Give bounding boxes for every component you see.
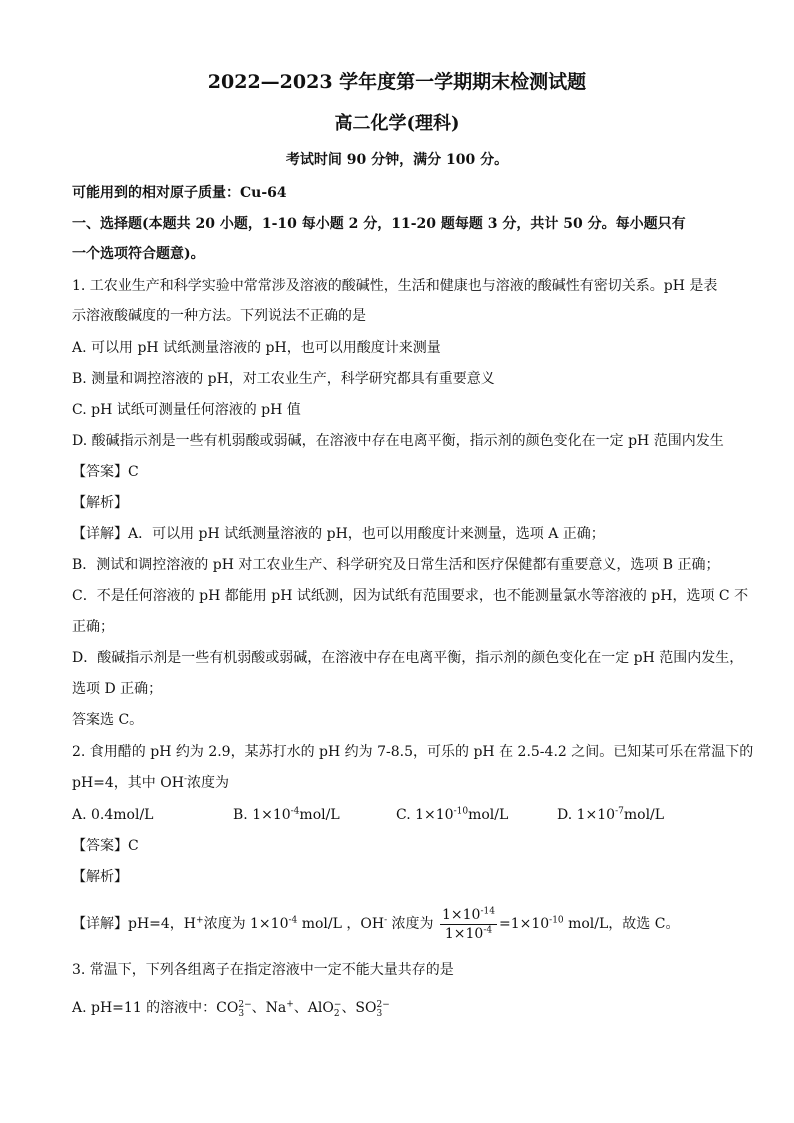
- q2-stem-line2: [72, 773, 229, 793]
- answer-value: C: [128, 838, 139, 854]
- q2-stem-text-end: 浓度为: [187, 775, 229, 791]
- q2-detail: [72, 903, 679, 945]
- q1-stem-line1: 1. 工农业生产和科学实验中常常涉及溶液的酸碱性，生活和健康也与溶液的酸碱性有密切关系。pH 是表: [72, 278, 718, 294]
- q3-stem: 3. 常温下，下列各组离子在指定溶液中一定不能大量共存的是: [72, 962, 454, 978]
- ion-so3-sub: 3: [376, 1009, 383, 1019]
- detail-text-2: 浓度为 1×10: [203, 916, 289, 932]
- q1-detail-d-line2: 选项 D 正确；: [72, 681, 163, 697]
- ion-alo2-sub: 2: [333, 1009, 340, 1019]
- q1-detail-c-line2: 正确；: [72, 619, 114, 635]
- opt-d-unit: mol/L: [623, 807, 665, 823]
- section-instructions-line1: 一、选择题(本题共 20 小题，1-10 每小题 2 分，11-20 题每题 3 分，共计 50 分。每小题只有: [72, 216, 686, 232]
- detail-text: A．可以用 pH 试纸测量溶液的 pH，也可以用酸度计来测量，选项 A 正确；: [128, 526, 605, 542]
- q1-option-d: D. 酸碱指示剂是一些有机弱酸或弱碱，在溶液中存在电离平衡，指示剂的颜色变化在一定 pH 范围内发生: [72, 433, 724, 449]
- q1-conclusion: 答案选 C。: [72, 712, 144, 728]
- opt-c-text: C. 1×10: [396, 807, 454, 823]
- q1-answer: [72, 462, 139, 482]
- superscript-plus: +: [196, 915, 204, 926]
- section-instructions-line2: 一个选项符合题意)。: [72, 246, 205, 262]
- q1-detail-c-line1: C．不是任何溶液的 pH 都能用 pH 试纸测，因为试纸有范围要求，也不能测量氯水等溶液的 pH，选项 C 不: [72, 588, 749, 604]
- ion-co3-sup: 2−: [238, 1000, 252, 1010]
- opt-d-text: D. 1×10: [557, 807, 616, 823]
- denominator-exponent: -4: [483, 924, 493, 935]
- q1-option-c: C. pH 试纸可测量任何溶液的 pH 值: [72, 402, 301, 418]
- detail-text-1: pH=4，H: [128, 916, 197, 932]
- ion-so3-sup: 2−: [376, 1000, 390, 1010]
- detail-exponent-1: -4: [288, 915, 298, 926]
- opt-c-unit: mol/L: [468, 807, 509, 823]
- detail-tag: 【详解】: [72, 916, 128, 932]
- answer-value: C: [128, 464, 139, 480]
- fraction-numerator: [440, 906, 497, 925]
- ion-so3-charge: [377, 1001, 390, 1019]
- superscript-plus: +: [286, 999, 294, 1010]
- q1-analysis-tag: 【解析】: [72, 495, 128, 511]
- detail-tag: 【详解】: [72, 526, 128, 542]
- detail-text-5: =1×10: [498, 916, 550, 932]
- numerator-base: 1×10: [442, 906, 481, 923]
- answer-tag: 【答案】: [72, 464, 128, 480]
- opt-b-unit: mol/L: [299, 807, 340, 823]
- exam-title: 2022—2023 学年度第一学期期末检测试题: [207, 71, 587, 93]
- detail-text-6: mol/L，故选 C。: [563, 916, 680, 932]
- q1-option-b: B. 测量和调控溶液的 pH，对工农业生产，科学研究都具有重要意义: [72, 371, 495, 387]
- ion-alo2-sup: −: [333, 1000, 342, 1010]
- detail-text-3: mol/L ，OH: [297, 916, 385, 932]
- q2-stem-line1: 2. 食用醋的 pH 约为 2.9，某苏打水的 pH 约为 7-8.5，可乐的 pH 在 2.5-4.2 之间。已知某可乐在常温下的: [72, 744, 754, 760]
- q1-option-a: A. 可以用 pH 试纸测量溶液的 pH，也可以用酸度计来测量: [72, 340, 441, 356]
- q3-option-a-text: A. pH=11 的溶液中：CO: [72, 1000, 239, 1016]
- opt-c-exponent: -10: [453, 806, 469, 817]
- q2-answer: [72, 836, 139, 856]
- q2-analysis-tag: 【解析】: [72, 869, 128, 885]
- numerator-exponent: -14: [480, 905, 495, 916]
- superscript: -: [183, 774, 187, 785]
- q1-stem-line2: 示溶液酸碱度的一种方法。下列说法不正确的是: [72, 308, 366, 324]
- superscript-minus: -: [384, 915, 388, 926]
- ion-alo2: 、AlO: [293, 1000, 334, 1016]
- ion-co3-charge: [238, 1001, 251, 1019]
- exam-subtitle: 高二化学(理科): [334, 113, 460, 134]
- q3-option-a: [72, 998, 390, 1019]
- ion-so3: 、SO: [341, 1000, 377, 1016]
- answer-tag: 【答案】: [72, 838, 128, 854]
- detail-text-4: 浓度为: [387, 916, 434, 932]
- q1-detail-a: [72, 524, 605, 544]
- q2-option-a: A. 0.4mol/L: [72, 807, 154, 823]
- ion-co3-sub: 3: [238, 1009, 245, 1019]
- q2-option-c: [396, 805, 508, 825]
- fraction-denominator: [440, 925, 497, 943]
- q2-option-d: [557, 805, 664, 825]
- denominator-base: 1×10: [444, 925, 484, 942]
- concentration-fraction: [440, 906, 497, 943]
- exam-info: 考试时间 90 分钟，满分 100 分。: [285, 152, 509, 168]
- opt-d-exponent: -7: [615, 806, 624, 817]
- q1-detail-d-line1: D．酸碱指示剂是一些有机弱酸或弱碱，在溶液中存在电离平衡，指示剂的颜色变化在一定 pH 范围内发生，: [72, 650, 744, 666]
- ion-na: 、Na: [251, 1000, 287, 1016]
- q2-stem-text: pH=4，其中 OH: [72, 775, 184, 791]
- q2-option-b: [233, 805, 340, 825]
- atomic-mass-note: 可能用到的相对原子质量：Cu-64: [72, 185, 287, 201]
- detail-exponent-2: -10: [549, 915, 564, 926]
- opt-b-exponent: -4: [290, 806, 300, 817]
- opt-b-text: B. 1×10: [233, 807, 291, 823]
- q1-detail-b: B．测试和调控溶液的 pH 对工农业生产、科学研究及日常生活和医疗保健都有重要意义，选项 B 正确；: [72, 557, 720, 573]
